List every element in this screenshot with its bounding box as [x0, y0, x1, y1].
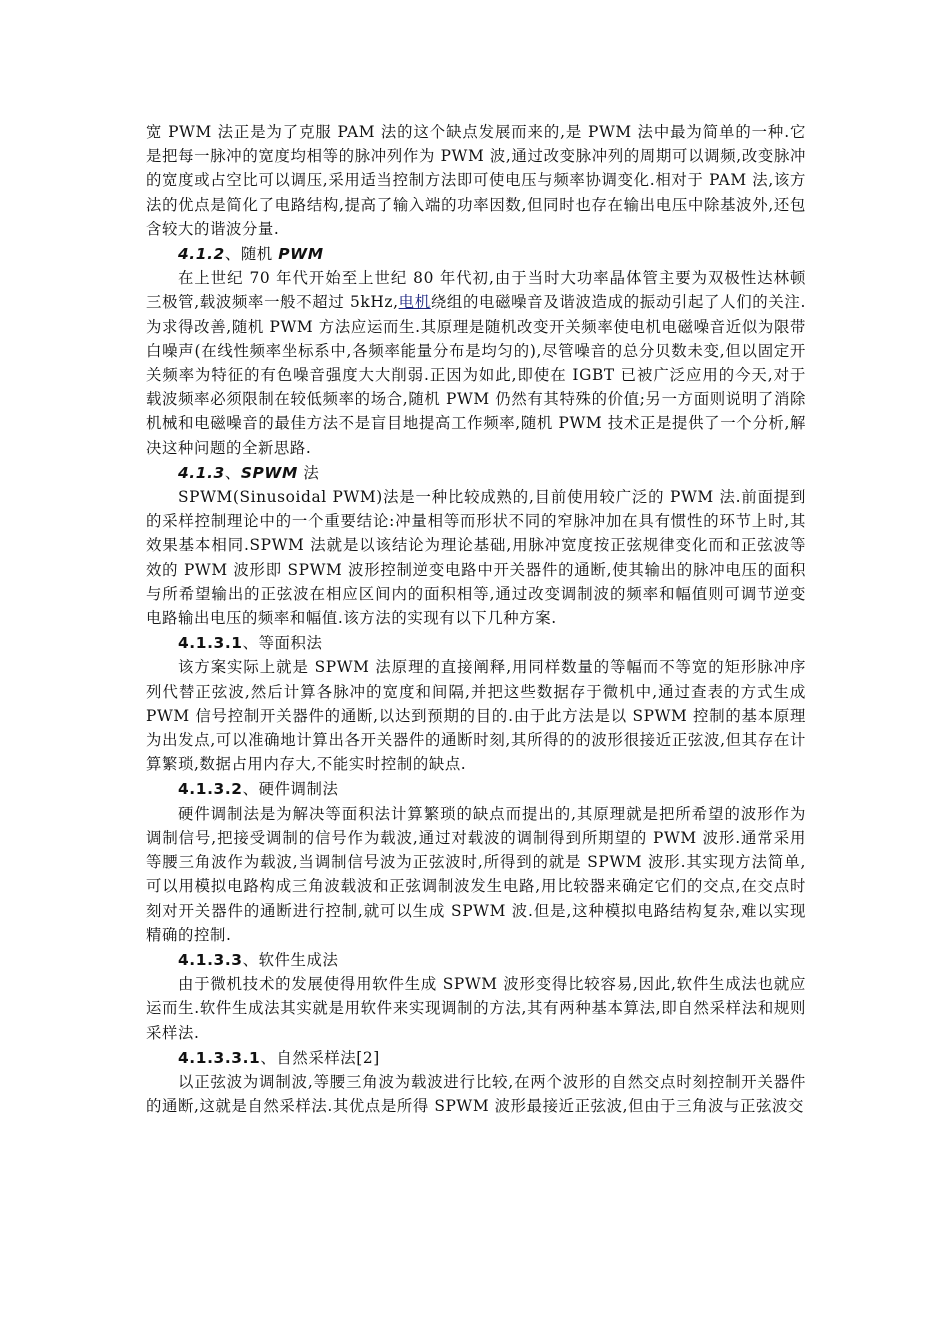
heading-abbr: SPWM: [240, 463, 298, 482]
motor-link[interactable]: 电机: [398, 293, 431, 312]
heading-4-1-3-3: [146, 948, 806, 972]
heading-number: 4.1.2: [178, 245, 225, 264]
paragraph-spwm: SPWM(Sinusoidal PWM)法是一种比较成熟的,目前使用较广泛的 PWM 法.前面提到的采样控制理论中的一个重要结论:冲量相等而形状不同的窄脉冲加在具有惯性的环节上时,其效果基本相同.SPWM 法就是以该结论为理论基础,用脉冲宽度按正弦规律变化而和正弦波等效的 PWM 波形即 SPWM 波形控制逆变电路中开关器件的通断,使其输出的脉冲电压的面积与所希望输出的正弦波在相应区间内的面积相等,通过改变调制波的频率和幅值则可调节逆变电路输出电压的频率和幅值.该方法的实现有以下几种方案.: [146, 488, 806, 628]
heading-number: 4.1.3: [178, 463, 225, 482]
heading-tail: 、硬件调制法: [242, 780, 339, 799]
paragraph-natural-sampling: 以正弦波为调制波,等腰三角波为载波进行比较,在两个波形的自然交点时刻控制开关器件的通断,这就是自然采样法.其优点是所得 SPWM 波形最接近正弦波,但由于三角波与正弦波交: [146, 1072, 806, 1116]
heading-tail: 法: [297, 463, 320, 482]
heading-abbr: PWM: [278, 245, 324, 264]
paragraph-equal-area: 该方案实际上就是 SPWM 法原理的直接阐释,用同样数量的等幅而不等宽的矩形脉冲序列代替正弦波,然后计算各脉冲的宽度和间隔,并把这些数据存于微机中,通过查表的方式生成 PWM 信号控制开关器件的通断,以达到预期的目的.由于此方法是以 SPWM 控制的基本原理为出发点,可以准确地计算出各开关器件的通断时刻,其所得的的波形很接近正弦波,但其存在计算繁琐,数据占用内存大,不能实时控制的缺点.: [146, 658, 806, 774]
heading-4-1-3-1: [146, 631, 806, 655]
heading-tail: 、自然采样法[2]: [260, 1048, 380, 1067]
heading-number: 4.1.3.2: [178, 780, 243, 799]
heading-4-1-3-2: [146, 777, 806, 801]
heading-separator: 、随机: [224, 245, 279, 264]
paragraph-software-generation: 由于微机技术的发展使得用软件生成 SPWM 波形变得比较容易,因此,软件生成法也就应运而生.软件生成法其实就是用软件来实现调制的方法,其有两种基本算法,即自然采样法和规则采样法.: [146, 975, 806, 1042]
heading-4-1-3-3-1: [146, 1046, 806, 1070]
paragraph-continuation: 宽 PWM 法正是为了克服 PAM 法的这个缺点发展而来的,是 PWM 法中最为简单的一种.它是把每一脉冲的宽度均相等的脉冲列作为 PWM 波,通过改变脉冲列的周期可以调频,改变脉冲的宽度或占空比可以调压,采用适当控制方法即可使电压与频率协调变化.相对于 PAM 法,该方法的优点是简化了电路结构,提高了输入端的功率因数,但同时也存在输出电压中除基波外,还包含较大的谐波分量.: [146, 123, 806, 238]
heading-number: 4.1.3.1: [178, 634, 243, 653]
heading-tail: 、软件生成法: [242, 950, 339, 969]
heading-separator: 、: [224, 463, 241, 482]
document-page: [146, 120, 806, 1118]
paragraph-hardware-modulation: 硬件调制法是为解决等面积法计算繁琐的缺点而提出的,其原理就是把所希望的波形作为调制信号,把接受调制的信号作为载波,通过对载波的调制得到所期望的 PWM 波形.通常采用等腰三角波作为载波,当调制信号波为正弦波时,所得到的就是 SPWM 波形.其实现方法简单,可以用模拟电路构成三角波载波和正弦调制波发生电路,用比较器来确定它们的交点,在交点时刻对开关器件的通断进行控制,就可以生成 SPWM 波.但是,这种模拟电路结构复杂,难以实现精确的控制.: [146, 804, 806, 944]
heading-4-1-3: [146, 461, 806, 485]
heading-number: 4.1.3.3.1: [178, 1048, 261, 1067]
heading-tail: 、等面积法: [242, 634, 323, 653]
heading-4-1-2: [146, 242, 806, 266]
paragraph-text: 绕组的电磁噪音及谐波造成的振动引起了人们的关注.为求得改善,随机 PWM 方法应运而生.其原理是随机改变开关频率使电机电磁噪音近似为限带白噪声(在线性频率坐标系中,各频率能量分布是均匀的),尽管噪音的总分贝数未变,但以固定开关频率为特征的有色噪音强度大大削弱.正因为如此,即使在 IGBT 已被广泛应用的今天,对于载波频率必须限制在较低频率的场合,随机 PWM 仍然有其特殊的价值;另一方面则说明了消除机械和电磁噪音的最佳方法不是盲目地提高工作频率,随机 PWM 技术正是提供了一个分析,解决这种问题的全新思路.: [146, 293, 806, 457]
paragraph-text: 在上世纪 70 年代开始至上世纪 80 年代初,由于当时大功率晶体管主要为双极性达林顿三极管,载波频率一般不超过 5kHz,: [146, 269, 806, 312]
paragraph-random-pwm: [146, 266, 806, 460]
heading-number: 4.1.3.3: [178, 950, 243, 969]
